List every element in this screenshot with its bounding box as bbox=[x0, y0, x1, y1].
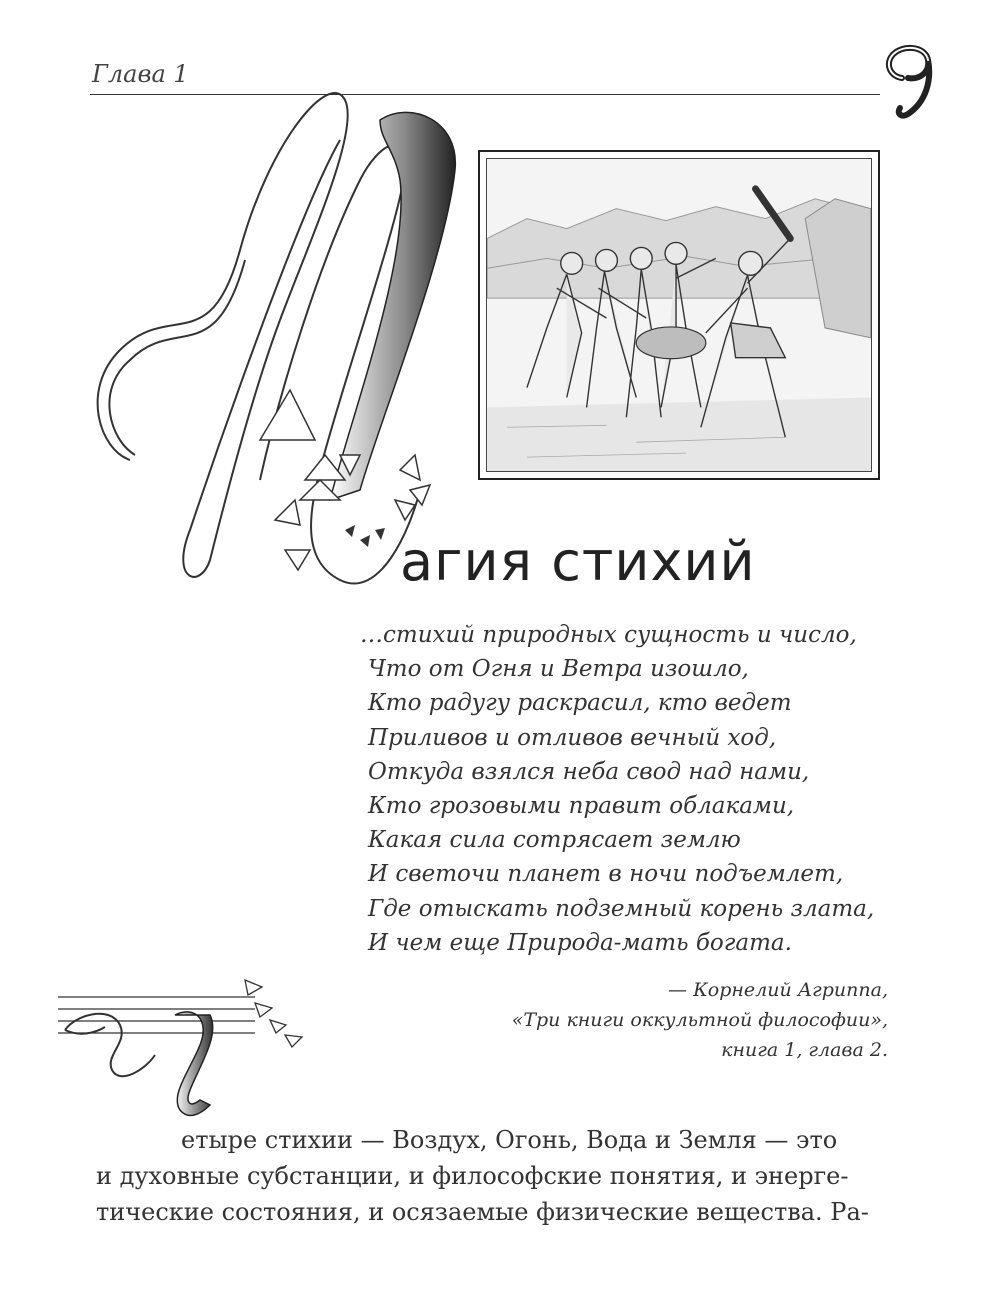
epigraph-line: Что от Огня и Ветра изошло, bbox=[368, 656, 749, 683]
epigraph-line: Какая сила сотрясает землю bbox=[368, 827, 741, 854]
dropcap-letter-ch bbox=[50, 975, 320, 1120]
epigraph-line: И чем еще Природа-мать богата. bbox=[368, 929, 792, 956]
epigraph-poem bbox=[360, 618, 874, 960]
epigraph-line: Кто радугу раскрасил, кто ведет bbox=[368, 690, 792, 717]
epigraph-line: Приливов и отливов вечный ход, bbox=[368, 724, 777, 751]
chapter-title: агия стихий bbox=[400, 530, 756, 593]
attribution-author: — Корнелий Агриппа, bbox=[668, 979, 888, 1001]
body-paragraph bbox=[96, 1122, 886, 1230]
chapter-label: Глава 1 bbox=[92, 60, 189, 88]
body-line: етыре стихии — Воздух, Огонь, Вода и Земля — это bbox=[181, 1126, 838, 1154]
page-number-glyph bbox=[880, 40, 950, 120]
body-line: тические состояния, и осязаемые физические вещества. Ра- bbox=[96, 1198, 869, 1226]
epigraph-attribution bbox=[512, 975, 888, 1065]
epigraph-line: Где отыскать подземный корень злата, bbox=[368, 895, 875, 922]
engraving-figures-with-club-icon bbox=[487, 159, 871, 471]
epigraph-line: И светочи планет в ночи подъемлет, bbox=[368, 861, 844, 888]
engraving-illustration bbox=[478, 150, 880, 480]
epigraph-line: Откуда взялся неба свод над нами, bbox=[368, 758, 810, 785]
attribution-reference: книга 1, глава 2. bbox=[721, 1039, 888, 1061]
epigraph-line: Кто грозовыми правит облаками, bbox=[368, 793, 795, 820]
attribution-work: «Три книги оккультной философии», bbox=[511, 1009, 888, 1031]
body-line: и духовные субстанции, и философские понятия, и энерге- bbox=[96, 1162, 849, 1190]
epigraph-line: …стихий природных сущность и число, bbox=[360, 622, 857, 648]
